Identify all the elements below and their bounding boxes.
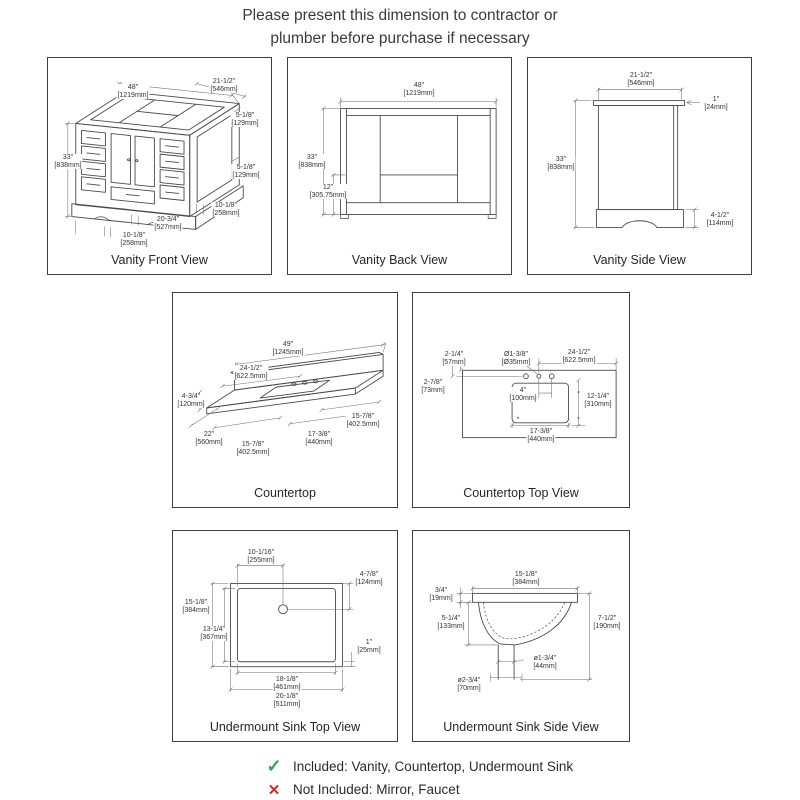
dim-mm: [258mm] (120, 239, 148, 247)
dim-mm: [440mm] (305, 438, 333, 446)
dim-mm: [440mm] (527, 435, 555, 443)
dim-mm: [133mm] (437, 622, 465, 630)
dim-inches: 33" (555, 156, 567, 163)
dim-mm: [622.5mm] (562, 356, 596, 364)
dim-inches: 17-3/8" (529, 428, 553, 435)
dim-inches: 12-1/4" (586, 393, 610, 400)
dim-sinkside-rim-thickness (428, 587, 453, 602)
dim-mm: [461mm] (273, 683, 301, 691)
x-icon: ✕ (267, 781, 281, 799)
header-note (0, 4, 800, 50)
dim-mm: [305.75mm] (309, 191, 347, 199)
dim-front-height (53, 154, 82, 169)
panel-countertop (172, 292, 398, 508)
dim-mm: [560mm] (195, 438, 223, 446)
dim-inches: 20-1/8" (275, 693, 299, 700)
dim-sinktop-outer-width (273, 693, 302, 708)
dim-inches: ø2-3/4" (457, 677, 481, 684)
dim-mm: [44mm] (533, 662, 557, 670)
dim-inches: 5-1/8" (235, 112, 255, 119)
panel-title: Countertop Top View (463, 486, 579, 500)
dim-mm: [367mm] (200, 633, 228, 641)
dim-inches: 24-1/2" (567, 349, 591, 356)
dim-mm: [384mm] (182, 606, 210, 614)
dim-inches: 4-7/8" (359, 571, 379, 578)
dim-inches: 13-1/4" (202, 626, 226, 633)
dim-inches: 33" (306, 154, 318, 161)
dim-front-top-right (230, 112, 259, 127)
dim-inches: 10-1/8" (122, 232, 146, 239)
dim-countertop-width (271, 341, 304, 356)
dim-mm: [73mm] (421, 386, 445, 394)
dim-sinktop-drain-offset (354, 571, 383, 586)
dim-mm: [546mm] (627, 79, 655, 87)
dim-side-base-height (706, 212, 735, 227)
dim-inches: 22" (203, 431, 215, 438)
dim-mm: [402.5mm] (346, 420, 380, 428)
dim-mm: [129mm] (231, 119, 259, 127)
dim-inches: 1" (712, 96, 720, 103)
dim-sinkside-width (511, 571, 540, 586)
dim-inches: 21-1/2" (212, 78, 236, 85)
dim-inches: 33" (62, 154, 74, 161)
dim-sinktop-outer-depth (181, 599, 210, 614)
dim-mm: [838mm] (54, 161, 82, 169)
panel-vanity-side-view (527, 57, 752, 275)
panel-vanity-back-view (287, 57, 512, 275)
dim-mm: [838mm] (298, 161, 326, 169)
dim-front-width (116, 84, 149, 99)
dim-mm: [1245mm] (272, 348, 304, 356)
dim-inches: 15-7/8" (241, 441, 265, 448)
panel-title: Vanity Side View (593, 253, 686, 267)
dim-mm: [310mm] (584, 400, 612, 408)
dim-inches: 15-1/8" (184, 599, 208, 606)
dim-inches: 15-1/8" (514, 571, 538, 578)
dim-inches: 12" (322, 184, 334, 191)
dim-inches: 2-7/8" (423, 379, 443, 386)
dim-mm: [70mm] (457, 684, 481, 692)
dim-inches: ø1-3/4" (533, 655, 557, 662)
dim-inches: 10-1/16" (247, 549, 275, 556)
dim-side-depth (626, 72, 655, 87)
dim-mm: [190mm] (593, 622, 621, 630)
dim-mm: [24mm] (704, 103, 728, 111)
dim-mm: [527mm] (154, 223, 182, 231)
dim-back-height (297, 154, 326, 169)
dim-mm: [255mm] (247, 556, 275, 564)
dim-inches: Ø1-3/8" (504, 351, 528, 358)
dim-mm: [Ø35mm] (501, 358, 531, 366)
panel-title: Undermount Sink Top View (209, 720, 361, 734)
footer-notes (264, 756, 573, 800)
dim-mm: [402.5mm] (236, 448, 270, 456)
dim-inches: 2-1/4" (444, 351, 464, 358)
dim-front-depth (209, 78, 238, 93)
dim-side-height (546, 156, 575, 171)
check-icon: ✓ (266, 756, 282, 776)
not-included-text: Not Included: Mirror, Faucet (293, 782, 460, 797)
included-row (264, 756, 573, 777)
header-line-1: Please present this dimension to contractor or (242, 7, 558, 24)
dim-sinkside-total-height (592, 615, 621, 630)
dim-sinktop-inner-width (272, 676, 301, 691)
dim-inches: 24-1/2" (239, 365, 263, 372)
dim-front-bottom-right (211, 202, 240, 217)
dim-ctop-half-width (561, 349, 596, 364)
dim-ctop-back-offset (420, 379, 445, 394)
dim-mm: [120mm] (177, 400, 205, 408)
sink-side-drawing (413, 531, 629, 741)
dim-inches: 5-1/8" (236, 164, 256, 171)
dim-countertop-right-front (345, 413, 380, 428)
dim-front-bottom-center (153, 216, 182, 231)
dim-back-width (402, 82, 435, 97)
dim-countertop-half-width (233, 365, 268, 380)
dim-mm: [384mm] (512, 578, 540, 586)
dim-inches: 1" (365, 639, 373, 646)
dim-mm: [25mm] (357, 646, 381, 654)
dim-countertop-thickness (176, 393, 205, 408)
dim-sinktop-half-width (246, 549, 275, 564)
dim-mm: [1219mm] (117, 91, 149, 99)
dim-inches: 21-1/2" (629, 72, 653, 79)
dim-inches: 4" (519, 387, 527, 394)
dim-countertop-depth (194, 431, 223, 446)
dim-inches: 17-3/8" (307, 431, 331, 438)
dim-inches: 10-1/8" (214, 202, 238, 209)
dim-countertop-left-front (235, 441, 270, 456)
dim-inches: 5-1/4" (441, 615, 461, 622)
dim-ctop-cutout-width (526, 428, 555, 443)
dim-inches: 15-7/8" (351, 413, 375, 420)
panel-title: Vanity Back View (351, 253, 448, 267)
dim-mm: [100mm] (509, 394, 537, 402)
dim-inches: 48" (413, 82, 425, 89)
panel-title: Undermount Sink Side View (443, 720, 599, 734)
dim-mm: [57mm] (442, 358, 466, 366)
panel-vanity-front-view (47, 57, 272, 275)
dim-mm: [511mm] (273, 700, 301, 708)
dim-mm: [838mm] (547, 163, 575, 171)
dim-mm: [114mm] (706, 219, 734, 227)
dim-ctop-cutout-depth (583, 393, 612, 408)
dim-mm: [622.5mm] (234, 372, 268, 380)
dim-sinktop-rim (356, 639, 381, 654)
dim-ctop-hole-spacing (508, 387, 537, 402)
dim-inches: 20-3/4" (156, 216, 180, 223)
header-line-2: plumber before purchase if necessary (270, 30, 530, 47)
dim-front-side-right (231, 164, 260, 179)
included-text: Included: Vanity, Countertop, Undermount Sink (293, 759, 574, 774)
dim-back-plumbing-height (309, 184, 348, 199)
dim-inches: 48" (127, 84, 139, 91)
dim-inches: 3/4" (434, 587, 448, 594)
dim-inches: 18-1/8" (275, 676, 299, 683)
dim-mm: [258mm] (212, 209, 240, 217)
dim-sinkside-bowl-depth (436, 615, 465, 630)
dim-sinktop-inner-depth (199, 626, 228, 641)
panel-sink-top-view (172, 530, 398, 742)
panel-countertop-top-view (412, 292, 630, 508)
panel-title: Countertop (254, 486, 316, 500)
dim-inches: 49" (282, 341, 294, 348)
not-included-row (264, 779, 573, 800)
dim-sinkside-drain-diameter (532, 655, 557, 670)
dim-inches: 4-3/4" (181, 393, 201, 400)
dim-inches: 4-1/2" (710, 212, 730, 219)
dim-mm: [546mm] (210, 85, 238, 93)
dim-front-bottom-left (119, 232, 148, 247)
countertop-drawing (173, 293, 397, 507)
dim-mm: [124mm] (355, 578, 383, 586)
panel-title: Vanity Front View (111, 253, 208, 267)
dim-sinkside-flange-diameter (456, 677, 481, 692)
dim-ctop-edge-to-hole (441, 351, 466, 366)
dim-mm: [129mm] (232, 171, 260, 179)
panel-sink-side-view (412, 530, 630, 742)
dim-mm: [19mm] (429, 594, 453, 602)
dim-side-overhang (703, 96, 728, 111)
dim-ctop-hole-diameter (501, 351, 532, 366)
dim-inches: 7-1/2" (597, 615, 617, 622)
dim-mm: [1219mm] (403, 89, 435, 97)
dim-countertop-cutout-width (304, 431, 333, 446)
